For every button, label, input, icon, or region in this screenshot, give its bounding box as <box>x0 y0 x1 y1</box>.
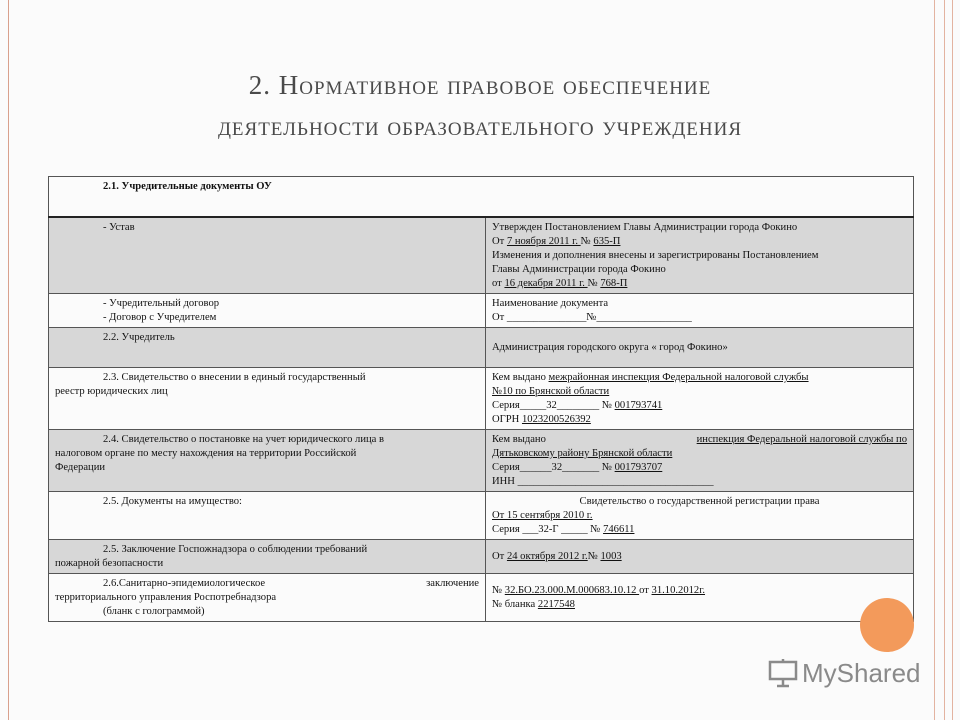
slide-title-line2: деятельности образовательного учреждения <box>217 111 743 141</box>
row-label: 2.5. Заключение Госпожнадзора о соблюдении требований пожарной безопасности <box>49 540 486 574</box>
row-label: 2.3. Свидетельство о внесении в единый государственный реестр юридических лиц <box>49 368 486 430</box>
row-label: - Учредительный договор - Договор с Учредителем <box>49 294 486 328</box>
table-row <box>49 540 914 574</box>
row-label: 2.2. Учредитель <box>49 328 486 368</box>
frame-line-right <box>944 0 945 720</box>
row-label: 2.6.Санитарно-эпидемиологическое заключение территориального управления Роспотребнадзора (бланк с голограммой) <box>49 574 486 622</box>
frame-line-right <box>952 0 953 720</box>
table-row <box>49 328 914 368</box>
slide-title-line1: 2. Нормативное правовое обеспечение <box>248 70 712 100</box>
decorative-circle <box>860 598 914 652</box>
table-row <box>49 177 914 218</box>
table-row <box>49 430 914 492</box>
section-header: 2.1. Учредительные документы ОУ <box>49 177 914 218</box>
row-label: 2.5. Документы на имущество: <box>49 492 486 540</box>
row-value: Наименование документа От _______________№__________________ <box>486 294 914 328</box>
row-value: Администрация городского округа « город Фокино» <box>486 328 914 368</box>
row-value: Свидетельство о государственной регистрации права От 15 сентября 2010 г. Серия ___32-Г _____ № 746611 <box>486 492 914 540</box>
frame-line-left <box>8 0 9 720</box>
documents-table <box>48 176 914 622</box>
table-row <box>49 217 914 294</box>
row-value: Утвержден Постановлением Главы Администрации города Фокино От 7 ноября 2011 г. № 635-П Изменения и дополнения внесены и зарегистрированы Постановлением Главы Администрации города Фокино от 16 декабря 2011 г. № 768-П <box>486 217 914 294</box>
row-value: Кем выдано межрайонная инспекция Федеральной налоговой службы №10 по Брянской области Серия_____32________ № 001793741 ОГРН 1023200526392 <box>486 368 914 430</box>
presentation-board-icon <box>768 658 798 688</box>
row-value: Кем выдано инспекция Федеральной налоговой службы по Дятьковскому району Брянской области Серия______32_______ № 001793707 ИНН _____________________________________ <box>486 430 914 492</box>
table-row <box>49 492 914 540</box>
row-value: № 32.БО.23.000.М.000683.10.12 от 31.10.2012г. № бланка 2217548 <box>486 574 914 622</box>
table-row <box>49 368 914 430</box>
myshared-logo[interactable] <box>768 656 921 690</box>
logo-text: MyShared <box>802 657 921 688</box>
row-label: - Устав <box>49 217 486 294</box>
frame-line-right <box>934 0 935 720</box>
row-value: От 24 октября 2012 г.№ 1003 <box>486 540 914 574</box>
table-row <box>49 574 914 622</box>
table-row <box>49 294 914 328</box>
row-label: 2.4. Свидетельство о постановке на учет юридического лица в налоговом органе по месту нахождения на территории Российской Федерации <box>49 430 486 492</box>
